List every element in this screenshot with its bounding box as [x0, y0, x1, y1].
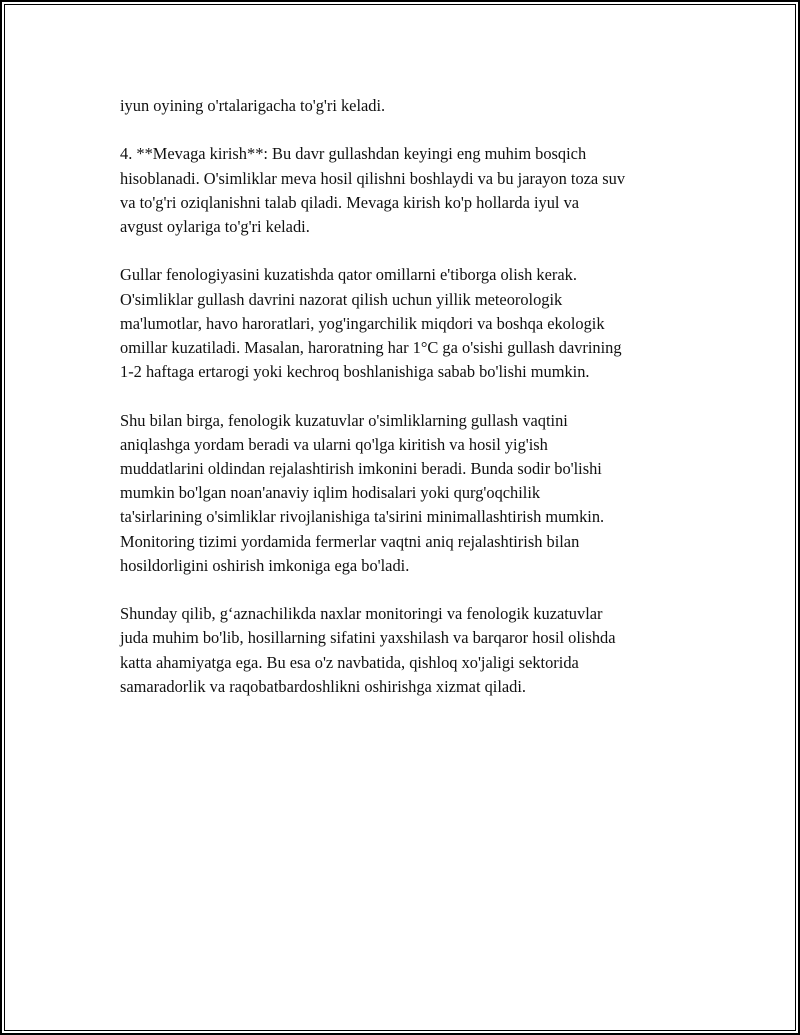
paragraph-phenology-factors: Gullar fenologiyasini kuzatishda qator omillarni e'tiborga olish kerak. O'simliklar gullash davrini nazorat qilish uchun yillik meteorologik ma'lumotlar, havo haroratlari, yog'ingarchilik miqdori va boshqa ekologik omillar kuzatiladi. Masalan, haroratning har 1°C ga o'sishi gullash davrining 1-2 haftaga ertarogi yoki kechroq boshlanishiga sabab bo'lishi mumkin.	[120, 265, 622, 382]
paragraph-monitoring-benefits: Shu bilan birga, fenologik kuzatuvlar o'simliklarning gullash vaqtini aniqlashga yordam beradi va ularni qo'lga kiritish va hosil yig'ish muddatlarini oldindan rejalashtirish imkonini beradi. Bunda sodir bo'lishi mumkin bo'lgan noan'anaviy iqlim hodisalari yoki qurg'oqchilik ta'sirlarining o'simliklar rivojlanishiga ta'sirini minimallashtirish mumkin. Monitoring tizimi yordamida fermerlar vaqtni aniq rejalashtirish bilan hosildorligini oshirish imkoniga ega bo'ladi.	[120, 410, 605, 575]
document-body	[120, 94, 700, 723]
paragraph-fruiting-stage: 4. **Mevaga kirish**: Bu davr gullashdan keyingi eng muhim bosqich hisoblanadi. O'simliklar meva hosil qilishni boshlaydi va bu jarayon toza suv va to'g'ri oziqlanishni talab qiladi. Mevaga kirish ko'p hollarda iyul va avgust oylariga to'g'ri keladi.	[120, 144, 626, 236]
paragraph-conclusion: Shunday qilib, g‘aznachilikda naxlar monitoringi va fenologik kuzatuvlar juda muhim bo'lib, hosillarning sifatini yaxshilash va barqaror hosil olishda katta ahamiyatga ega. Bu esa o'z navbatida, qishloq xo'jaligi sektorida samaradorlik va raqobatbardoshlikni oshirishga xizmat qiladi.	[120, 604, 616, 696]
paragraph-continuation: iyun oyining o'rtalarigacha to'g'ri keladi.	[120, 96, 386, 115]
